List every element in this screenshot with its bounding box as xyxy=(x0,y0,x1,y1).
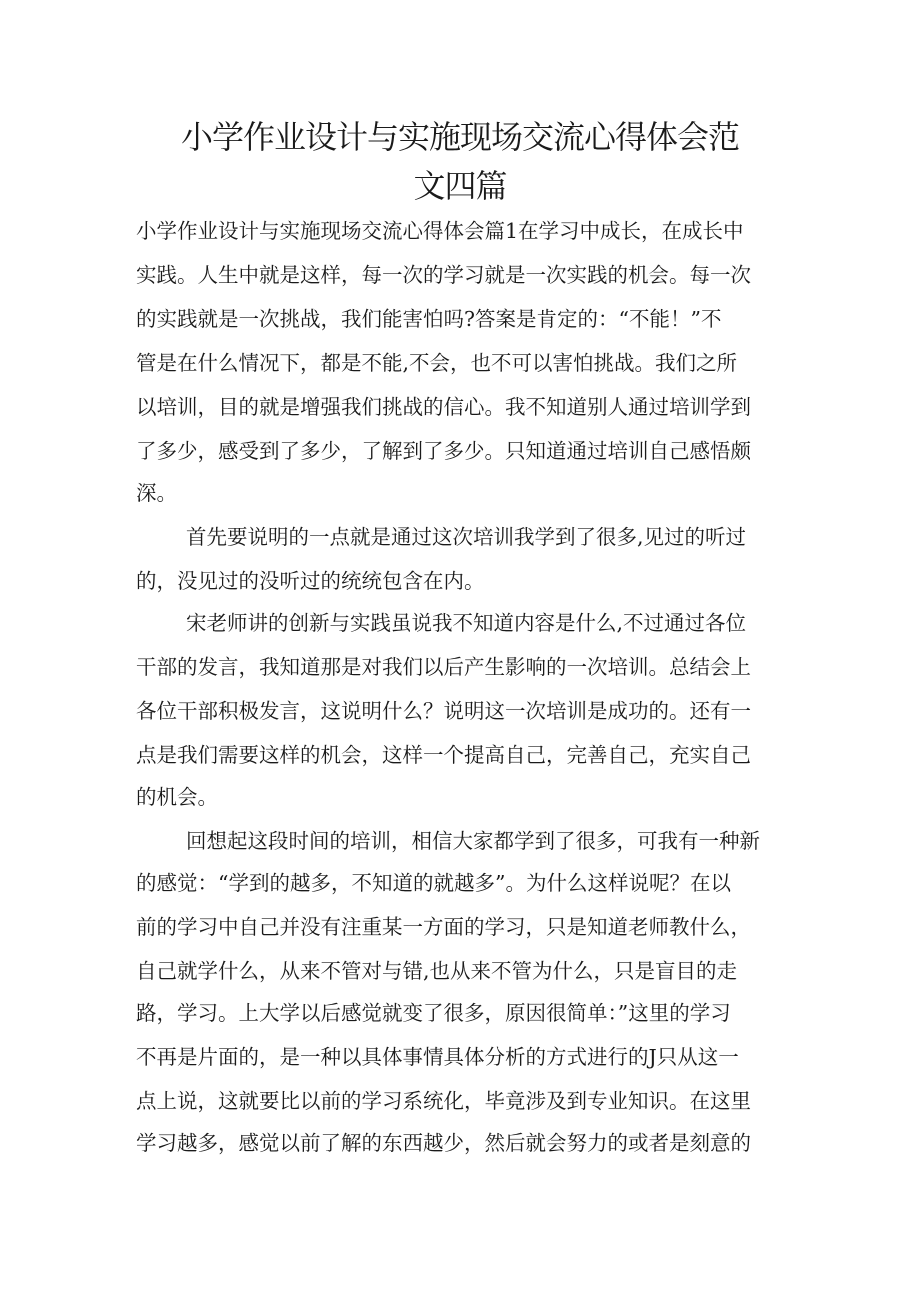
paragraph-4-line: 前的学习中自己并没有注重某一方面的学习，只是知道老师教什么， xyxy=(136,915,751,939)
paragraph-1-line: 管是在什么情况下，都是不能,不会，也不可以害怕挑战。我们之所 xyxy=(136,351,738,375)
paragraph-4-line: 回想起这段时间的培训，相信大家都学到了很多，可我有一种新 xyxy=(186,829,760,853)
paragraph-3-line: 点是我们需要这样的机会，这样一个提高自己，完善自己，充实自己 xyxy=(136,743,751,767)
paragraph-4-line: 自己就学什么，从来不管对与错,也从来不管为什么，只是盲目的走 xyxy=(136,959,738,983)
document-title-line-2: 文四篇 xyxy=(413,167,507,205)
paragraph-1-line: 以培训，目的就是增强我们挑战的信心。我不知道别人通过培训学到 xyxy=(136,395,751,419)
paragraph-4-line: 不再是片面的，是一种以具体事情具体分析的方式进行的J只从这一 xyxy=(136,1045,739,1069)
paragraph-1-line: 了多少，感受到了多少，了解到了多少。只知道通过培训自己感悟颇 xyxy=(136,439,751,463)
paragraph-4-line: 的感觉：“学到的越多，不知道的就越多”。为什么这样说呢？在以 xyxy=(136,871,731,895)
paragraph-3-line: 干部的发言，我知道那是对我们以后产生影响的一次培训。总结会上 xyxy=(136,655,751,679)
paragraph-4-line: 点上说，这就要比以前的学习系统化，毕竟涉及到专业知识。在这里 xyxy=(136,1089,751,1113)
paragraph-1-line: 深。 xyxy=(136,481,177,505)
paragraph-3-line: 宋老师讲的创新与实践虽说我不知道内容是什么,不过通过各位 xyxy=(186,611,747,635)
paragraph-1-line: 实践。人生中就是这样，每一次的学习就是一次实践的机会。每一次 xyxy=(136,263,751,287)
paragraph-4-line: 学习越多，感觉以前了解的东西越少，然后就会努力的或者是刻意的 xyxy=(136,1131,751,1155)
paragraph-3-line: 各位干部积极发言，这说明什么？说明这一次培训是成功的。还有一 xyxy=(136,699,751,723)
document-title-line-1: 小学作业设计与实施现场交流心得体会范 xyxy=(180,118,739,156)
paragraph-4-line: 路，学习。上大学以后感觉就变了很多，原因很简单：”这里的学习 xyxy=(136,1001,731,1025)
paragraph-3-line: 的机会。 xyxy=(136,785,218,809)
paragraph-2-line: 首先要说明的一点就是通过这次培训我学到了很多,见过的听过 xyxy=(186,525,747,549)
paragraph-1-line: 的实践就是一次挑战，我们能害怕吗?答案是肯定的：“不能！”不 xyxy=(136,307,722,331)
paragraph-1-line: 小学作业设计与实施现场交流心得体会篇1在学习中成长，在成长中 xyxy=(136,219,744,243)
paragraph-2-line: 的，没见过的没听过的统统包含在内。 xyxy=(136,569,485,593)
